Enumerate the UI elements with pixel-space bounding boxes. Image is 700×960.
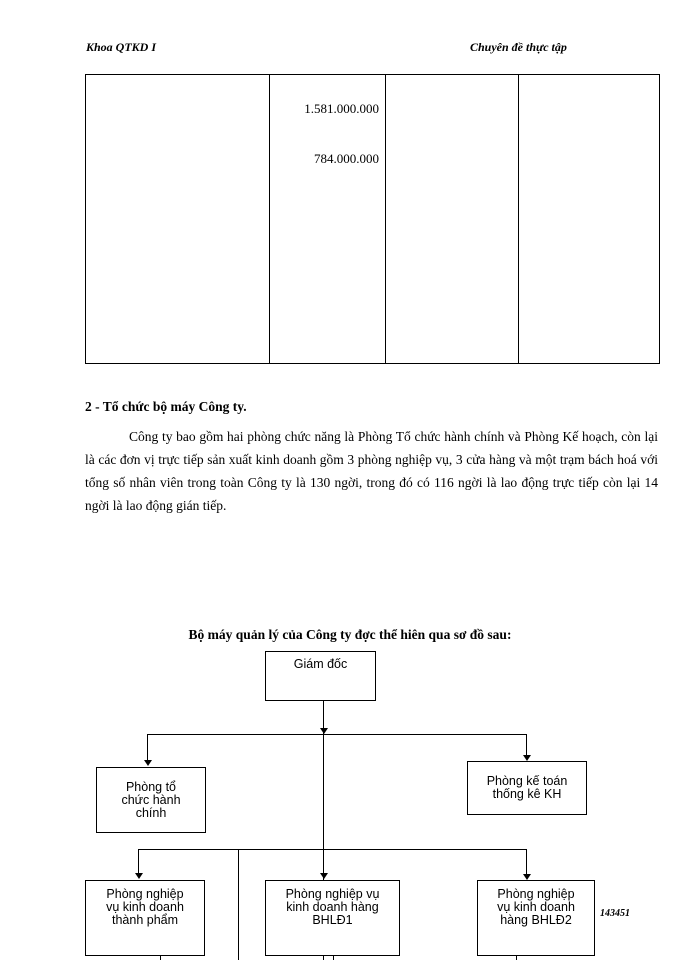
- connector-line: [160, 956, 161, 960]
- org-box-unit-2: [265, 880, 400, 956]
- table-column-divider: [385, 75, 386, 363]
- org-box-label: Phòng nghiệp: [106, 887, 184, 901]
- arrow-down-icon: [135, 873, 143, 879]
- org-box-label: Giám đốc: [293, 657, 348, 671]
- org-box-director: [265, 651, 376, 701]
- org-box-label: kinh doanh hàng: [286, 900, 379, 914]
- connector-line: [147, 734, 526, 735]
- data-table: [85, 74, 660, 364]
- header-left: Khoa QTKD I: [86, 40, 157, 54]
- page-code: 143451: [600, 908, 630, 919]
- table-column-divider: [269, 75, 270, 363]
- org-box-label: chức hành: [121, 792, 181, 807]
- connector-line: [147, 734, 148, 760]
- org-box-admin: [96, 767, 206, 833]
- org-box-label: vụ kinh doanh: [497, 900, 575, 914]
- table-column-divider: [518, 75, 519, 363]
- org-box-label: hàng BHLĐ2: [500, 913, 572, 927]
- org-box-unit-1: [85, 880, 205, 956]
- org-box-label: Phòng nghiệp vụ: [285, 887, 380, 901]
- org-box-label: Phòng nghiệp: [497, 887, 575, 901]
- header-right: Chuyên đề thực tập: [470, 40, 567, 54]
- org-box-label: Phòng tổ: [125, 779, 177, 794]
- org-box-unit-3: [477, 880, 595, 956]
- table-cell-value: 784.000.000: [314, 151, 379, 166]
- paragraph-text: Công ty bao gồm hai phòng chức năng là Phòng Tổ chức hành chính và Phòng Kế hoạch, còn lại là các đơn vị trực tiếp sản xuất kinh doanh gồm 3 phòng nghiệp vụ, 3 cửa hàng và một trạm bách hoá với tổng số nhân viên trong toàn Công ty là 130 ngời, trong đó có 116 ngời là lao động trực tiếp còn lại 14 ngời là lao động gián tiếp.: [85, 429, 658, 513]
- org-box-label: chính: [135, 805, 167, 820]
- arrow-down-icon: [320, 873, 328, 879]
- org-box-label: Phòng kế toán: [486, 774, 568, 788]
- connector-line: [138, 849, 527, 850]
- section-paragraph: [85, 425, 658, 517]
- connector-line: [526, 849, 527, 874]
- org-chart-title: Bộ máy quản lý của Công ty đợc thể hiên qua sơ đồ sau:: [188, 627, 512, 642]
- connector-line: [333, 956, 334, 960]
- org-box-label: vụ kinh doanh: [106, 900, 184, 914]
- org-box-label: thống kê KH: [492, 787, 562, 801]
- section-title: 2 - Tổ chức bộ máy Công ty.: [85, 399, 247, 414]
- connector-line: [526, 734, 527, 755]
- org-box-label: BHLĐ1: [312, 913, 353, 927]
- org-box-label: thành phẩm: [111, 913, 179, 927]
- connector-line: [138, 849, 139, 873]
- table-cell-value: 1.581.000.000: [304, 101, 379, 116]
- connector-line: [516, 956, 517, 960]
- org-box-accounting: [467, 761, 587, 815]
- connector-line: [238, 849, 239, 960]
- arrow-down-icon: [144, 760, 152, 766]
